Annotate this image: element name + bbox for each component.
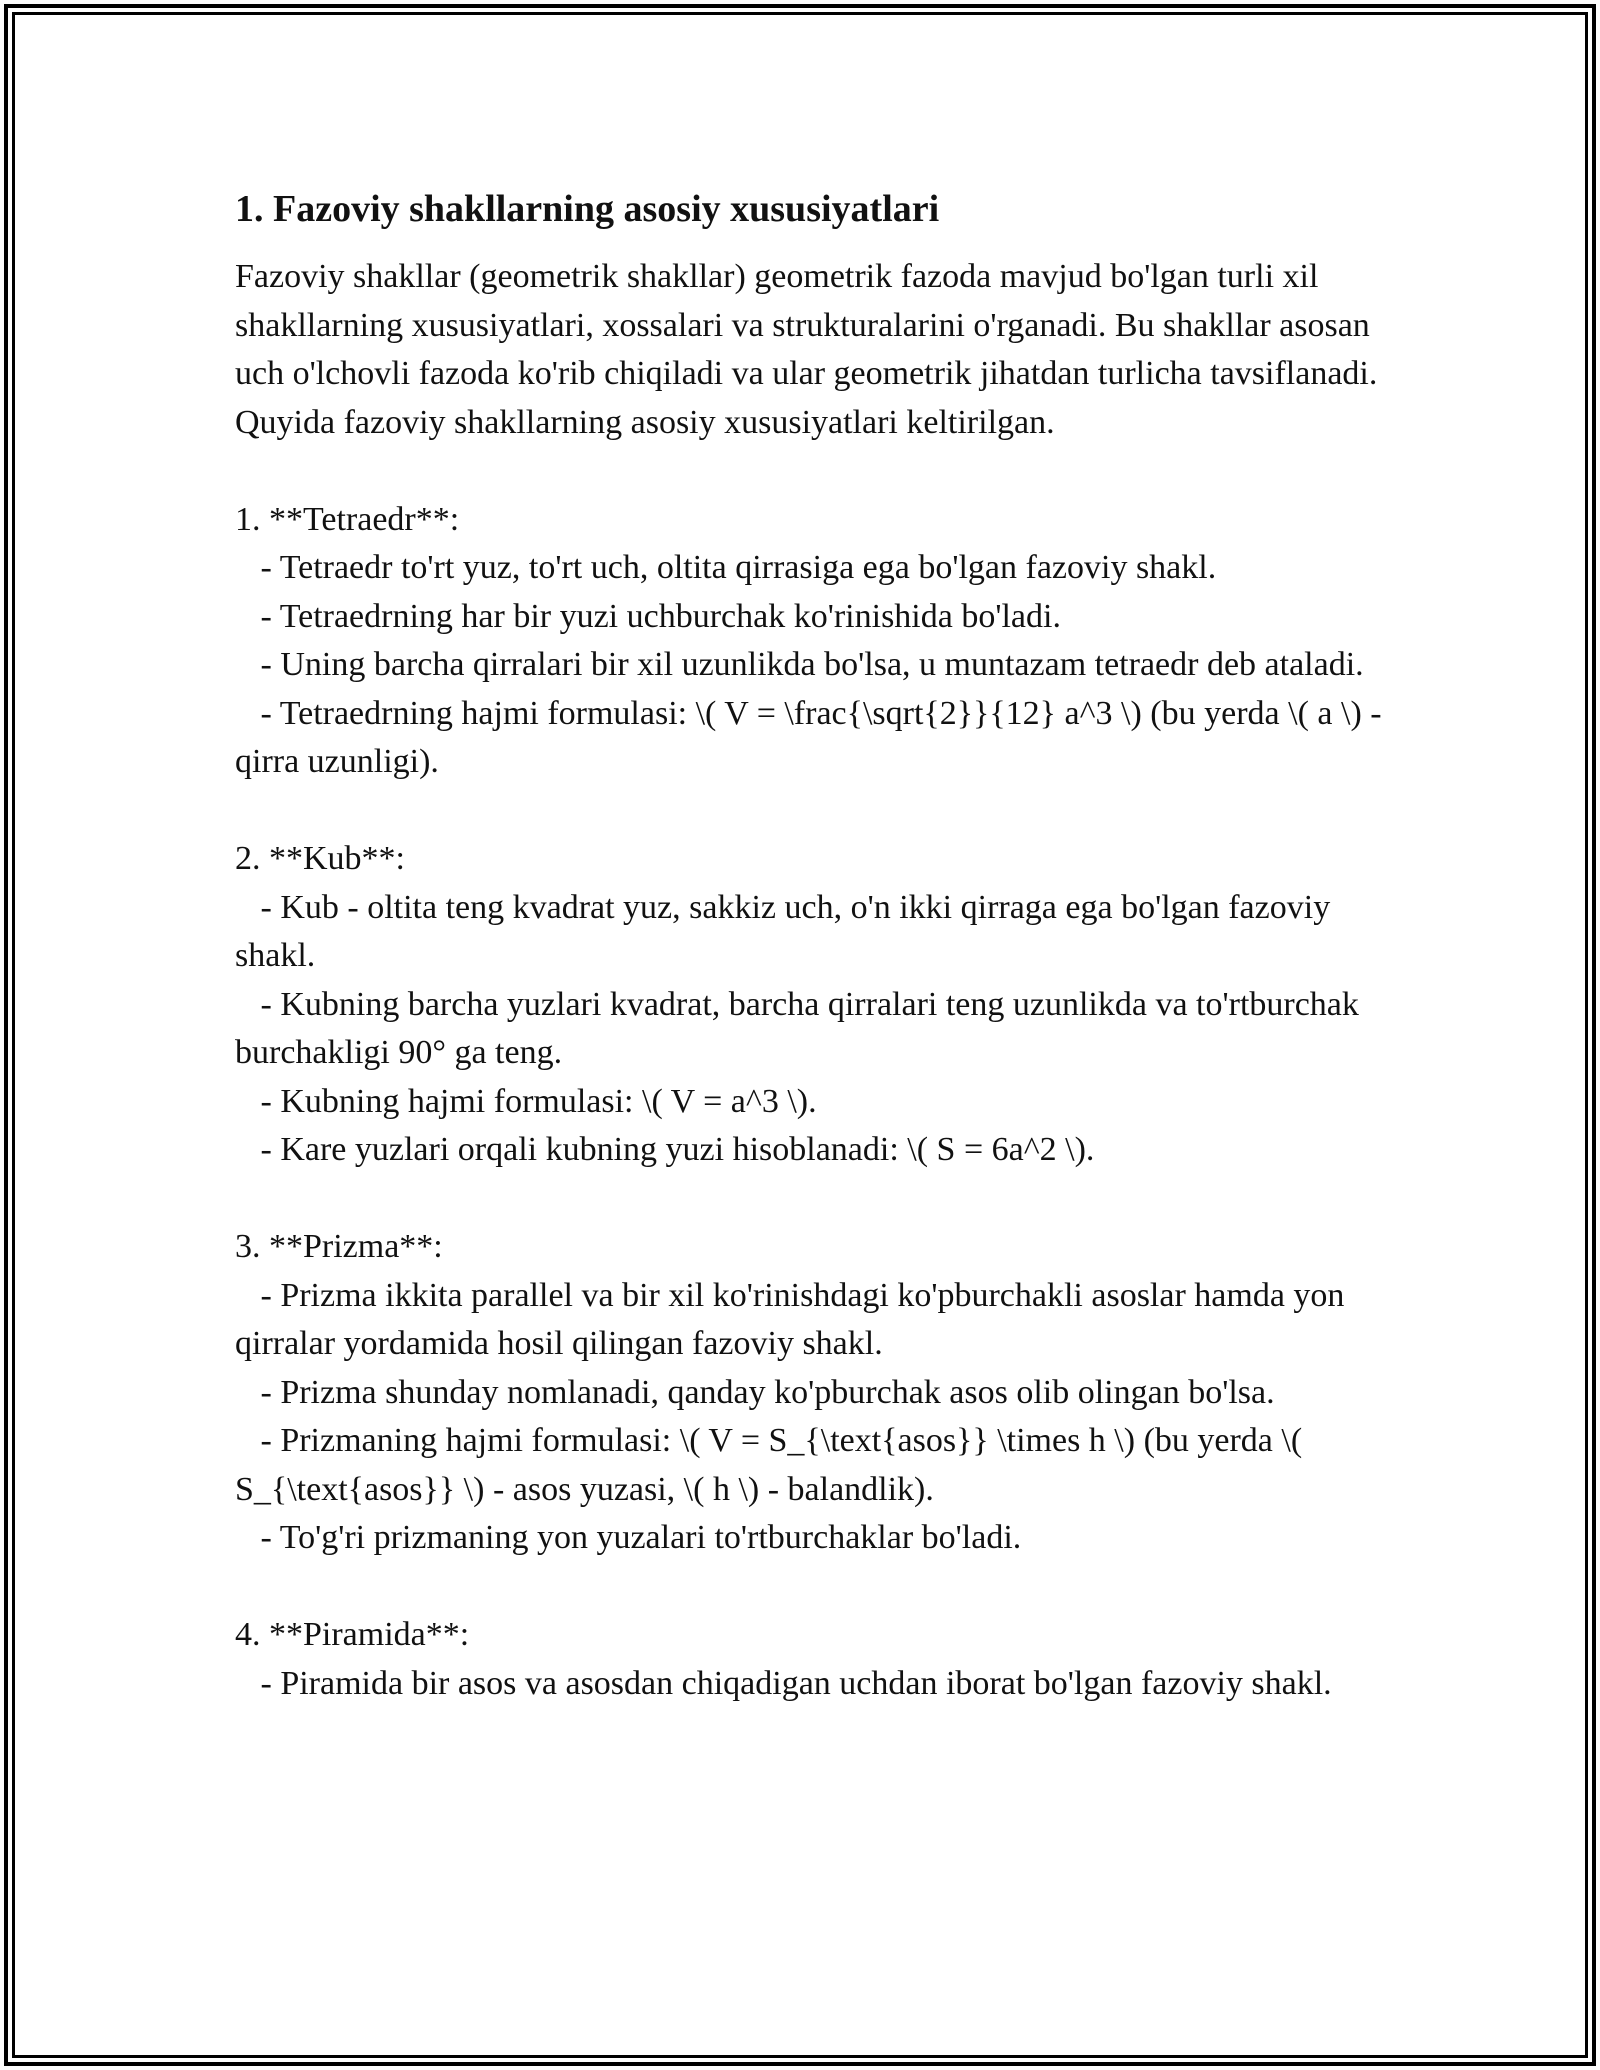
list-item: - Kubning hajmi formulasi: \( V = a^3 \). xyxy=(235,1082,817,1120)
list-item: - Prizmaning hajmi formulasi: \( V = S_{\text{asos}} \times h \) (bu yerda \( S_{\text{asos}} \) - asos yuzasi, \( h \) - balandlik). xyxy=(235,1422,1311,1508)
section-tetraedr xyxy=(235,496,1391,787)
list-item: - Tetraedrning har bir yuzi uchburchak ko'rinishida bo'ladi. xyxy=(235,597,1061,635)
document-title: 1. Fazoviy shakllarning asosiy xususiyatlari xyxy=(235,188,940,230)
section-prizma xyxy=(235,1223,1385,1563)
section-heading: 2. **Kub**: xyxy=(235,840,405,877)
list-item: - Kub - oltita teng kvadrat yuz, sakkiz uch, o'n ikki qirraga ega bo'lgan fazoviy shakl. xyxy=(235,888,1339,974)
section-heading: 3. **Prizma**: xyxy=(235,1228,443,1265)
list-item: - Prizma shunday nomlanadi, qanday ko'pburchak asos olib olingan bo'lsa. xyxy=(235,1373,1275,1411)
list-item: - Kubning barcha yuzlari kvadrat, barcha qirralari teng uzunlikda va to'rtburchak burchakligi 90° ga teng. xyxy=(235,985,1368,1071)
list-item: - To'g'ri prizmaning yon yuzalari to'rtburchaklar bo'ladi. xyxy=(235,1519,1022,1556)
list-item: - Piramida bir asos va asosdan chiqadigan uchdan iborat bo'lgan fazoviy shakl. xyxy=(235,1664,1332,1702)
section-kub xyxy=(235,835,1385,1175)
list-item: - Tetraedr to'rt yuz, to'rt uch, oltita qirrasiga ega bo'lgan fazoviy shakl. xyxy=(235,549,1217,586)
list-item: - Tetraedrning hajmi formulasi: \( V = \frac{\sqrt{2}}{12} a^3 \) (bu yerda \( a \) - qirra uzunligi). xyxy=(235,694,1391,780)
section-piramida xyxy=(235,1611,1385,1708)
intro-paragraph: Fazoviy shakllar (geometrik shakllar) geometrik fazoda mavjud bo'lgan turli xil shakllarning xususiyatlari, xossalari va strukturalarini o'rganadi. Bu shakllar asosan uch o'lchovli fazoda ko'rib chiqiladi va ular geometrik jihatdan turlicha tavsiflanadi. Quyida fazoviy shakllarning asosiy xususiyatlari keltirilgan. xyxy=(235,258,1378,441)
section-heading: 4. **Piramida**: xyxy=(235,1616,470,1653)
list-item: - Prizma ikkita parallel va bir xil ko'rinishdagi ko'pburchakli asoslar hamda yon qirralar yordamida hosil qilingan fazoviy shakl. xyxy=(235,1276,1353,1362)
section-heading: 1. **Tetraedr**: xyxy=(235,500,460,538)
list-item: - Kare yuzlari orqali kubning yuzi hisoblanadi: \( S = 6a^2 \). xyxy=(235,1131,1095,1168)
list-item: - Uning barcha qirralari bir xil uzunlikda bo'lsa, u muntazam tetraedr deb ataladi. xyxy=(235,646,1364,683)
document-body xyxy=(235,185,1391,1708)
